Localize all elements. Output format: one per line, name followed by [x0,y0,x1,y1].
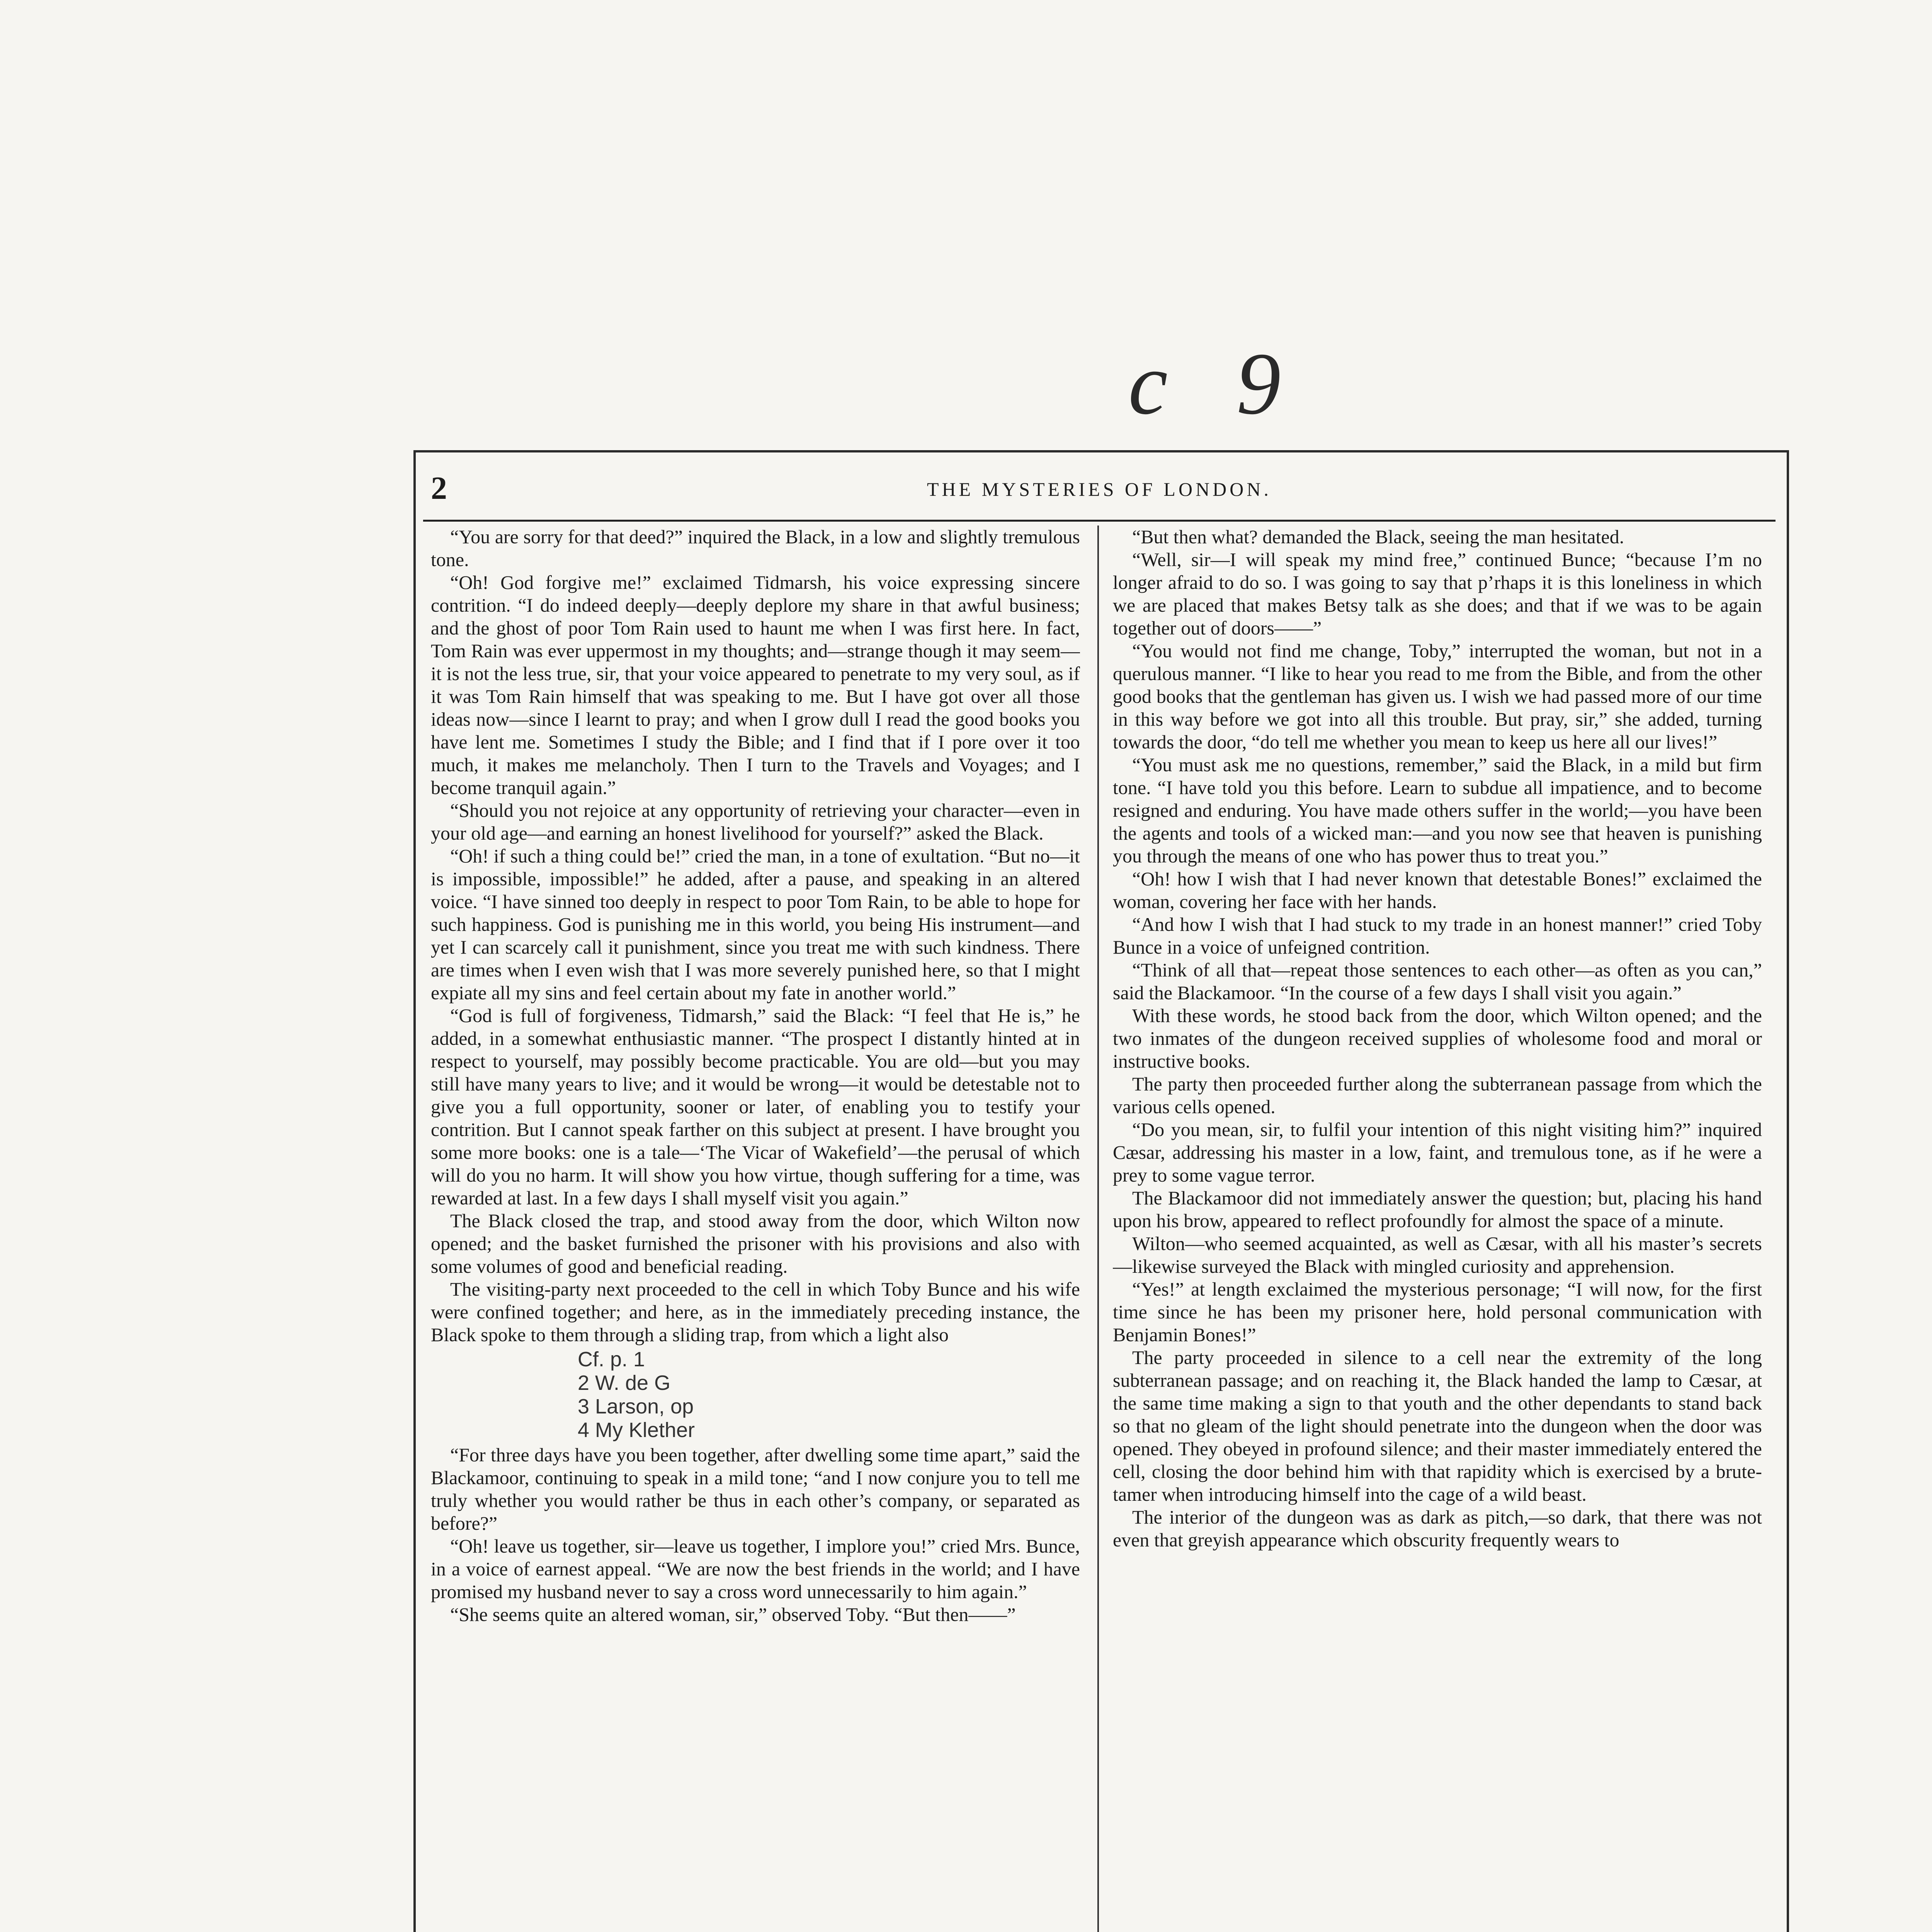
paragraph: The visiting-party next proceeded to the cell in which Toby Bunce and his wife were confined together; and here, as in the immediately preceding instance, the Black spoke to them through a sliding trap, from which a light also [431,1278,1080,1345]
paragraph: “She seems quite an altered woman, sir,” observed Toby. “But then——” [450,1604,1016,1625]
page-number: 2 [431,470,447,506]
paragraph: “Think of all that—repeat those sentences to each other—as often as you can,” said the Blackamoor. “In the course of a few days I shall visit you again.” [1113,959,1762,1003]
running-title: THE MYSTERIES OF LONDON. [927,478,1272,500]
right-column [1113,526,1762,1932]
pencil-note-line: 2 W. de G [578,1371,671,1395]
paragraph: “You must ask me no questions, remember,” said the Black, in a mild but firm tone. “I have told you this before. Learn to subdue all impatience, and to become resigned and enduring. You have made others suffer in the world;—you have been the agents and tools of a wicked man:—and you now see that heaven is punishing you through the means of one who has power thus to treat you.” [1113,754,1762,867]
pencil-annotation [578,1348,1080,1442]
pencil-note-line: Cf. p. 1 [578,1348,645,1371]
left-column [431,526,1080,1932]
page-header [423,469,1776,512]
paragraph: “Well, sir—I will speak my mind free,” continued Bunce; “because I’m no longer afraid to do so. I was going to say that p’rhaps it is this loneliness in which we are placed that makes Betsy talk as she does; and that if we was to be again together out of doors——” [1113,549,1762,639]
column-divider [1097,526,1099,1932]
pencil-note-line: 4 My Klether [578,1418,695,1442]
paragraph: The Black closed the trap, and stood away from the door, which Wilton now opened; and the basket furnished the prisoner with his provisions and also with some volumes of good and beneficial reading. [431,1210,1080,1277]
paragraph: Wilton—who seemed acquainted, as well as Cæsar, with all his master’s secrets—likewise surveyed the Black with mingled curiosity and apprehension. [1113,1233,1762,1277]
paragraph: “Do you mean, sir, to fulfil your intention of this night visiting him?” inquired Cæsar, addressing his master in a low, faint, and tremulous tone, as if he were a prey to some vague terror. [1113,1119,1762,1186]
handwritten-page-mark: c 9 [1128,334,1304,433]
paragraph: “You are sorry for that deed?” inquired the Black, in a low and slightly tremulous tone. [431,526,1080,570]
paragraph: The party then proceeded further along the subterranean passage from which the various cells opened. [1113,1073,1762,1117]
header-rule [423,520,1776,522]
pencil-note-line: 3 Larson, op [578,1395,694,1418]
paragraph: The party proceeded in silence to a cell near the extremity of the long subterranean passage; and on reaching it, the Black handed the lamp to Cæsar, at the same time making a sign to that youth and the other dependants to stand back so that no gleam of the light should penetrate into the dungeon when the door was opened. They obeyed in profound silence; and their master immediately entered the cell, closing the door behind him with that rapidity which is exercised by a brute-tamer when introducing himself into the cage of a wild beast. [1113,1347,1762,1505]
paragraph: “God is full of forgiveness, Tidmarsh,” said the Black: “I feel that He is,” he added, in a somewhat enthusiastic manner. “The prospect I distantly hinted at in respect to yourself, may possibly become practicable. You are old—but you may still have many years to live; and it would be wrong—it would be detestable not to give you a full opportunity, sooner or later, of enabling you to testify your contrition. But I cannot speak farther on this subject at present. I have brought you some more books: one is a tale—‘The Vicar of Wakefield’—the perusal of which will do you no harm. It will show you how virtue, though suffering for a time, was rewarded at last. In a few days I shall myself visit you again.” [431,1005,1080,1209]
paragraph: “For three days have you been together, after dwelling some time apart,” said the Blackamoor, continuing to speak in a mild tone; “and I now conjure you to tell me truly whether you would rather be thus in each other’s company, or separated as before?” [431,1444,1080,1534]
paragraph: “Should you not rejoice at any opportunity of retrieving your character—even in your old age—and earning an honest livelihood for yourself?” asked the Black. [431,799,1080,844]
paragraph: The interior of the dungeon was as dark as pitch,—so dark, that there was not even that greyish appearance which obscurity frequently wears to [1113,1506,1762,1551]
paragraph: “But then what? demanded the Black, seeing the man hesitated. [1132,526,1624,548]
paragraph: “Oh! God forgive me!” exclaimed Tidmarsh, his voice expressing sincere contrition. “I do indeed deeply—deeply deplore my share in that awful business; and the ghost of poor Tom Rain used to haunt me when I was first here. In fact, Tom Rain was ever uppermost in my thoughts; and—strange though it may seem—it is not the less true, sir, that your voice appeared to penetrate to my very soul, as if it was Tom Rain himself that was speaking to me. But I have got over all those ideas now—since I learnt to pray; and when I grow dull I read the good books you have lent me. Sometimes I study the Bible; and I find that if I pore over it too much, it makes me melancholy. Then I turn to the Travels and Voyages; and I become tranquil again.” [431,571,1080,798]
paragraph: With these words, he stood back from the door, which Wilton opened; and the two inmates of the dungeon received supplies of wholesome food and moral or instructive books. [1113,1005,1762,1072]
paragraph: “Yes!” at length exclaimed the mysterious personage; “I will now, for the first time since he has been my prisoner here, hold personal communication with Benjamin Bones!” [1113,1278,1762,1345]
paragraph: “You would not find me change, Toby,” interrupted the woman, but not in a querulous manner. “I like to hear you read to me from the Bible, and from the other good books that the gentleman has given us. I wish we had passed more of our time in this way before we got into all this trouble. But pray, sir,” she added, turning towards the door, “do tell me whether you mean to keep us here all our lives!” [1113,640,1762,753]
paragraph: “Oh! how I wish that I had never known that detestable Bones!” exclaimed the woman, covering her face with her hands. [1113,868,1762,912]
paragraph: “Oh! leave us together, sir—leave us together, I implore you!” cried Mrs. Bunce, in a voice of earnest appeal. “We are now the best friends in the world; and I have promised my husband never to say a cross word unnecessarily to him again.” [431,1535,1080,1602]
paragraph: “And how I wish that I had stuck to my trade in an honest manner!” cried Toby Bunce in a voice of unfeigned contrition. [1113,913,1762,958]
paragraph: The Blackamoor did not immediately answer the question; but, placing his hand upon his brow, appeared to reflect profoundly for almost the space of a minute. [1113,1187,1762,1231]
paragraph: “Oh! if such a thing could be!” cried the man, in a tone of exultation. “But no—it is impossible, impossible!” he added, after a pause, and speaking in an altered voice. “I have sinned too deeply in respect to poor Tom Rain, to be able to hope for such happiness. God is punishing me in this world, you being His instrument—and yet I can scarcely call it punishment, since you treat me with such kindness. There are times when I even wish that I was more severely punished here, so that I might expiate all my sins and feel certain about my fate in another world.” [431,845,1080,1003]
